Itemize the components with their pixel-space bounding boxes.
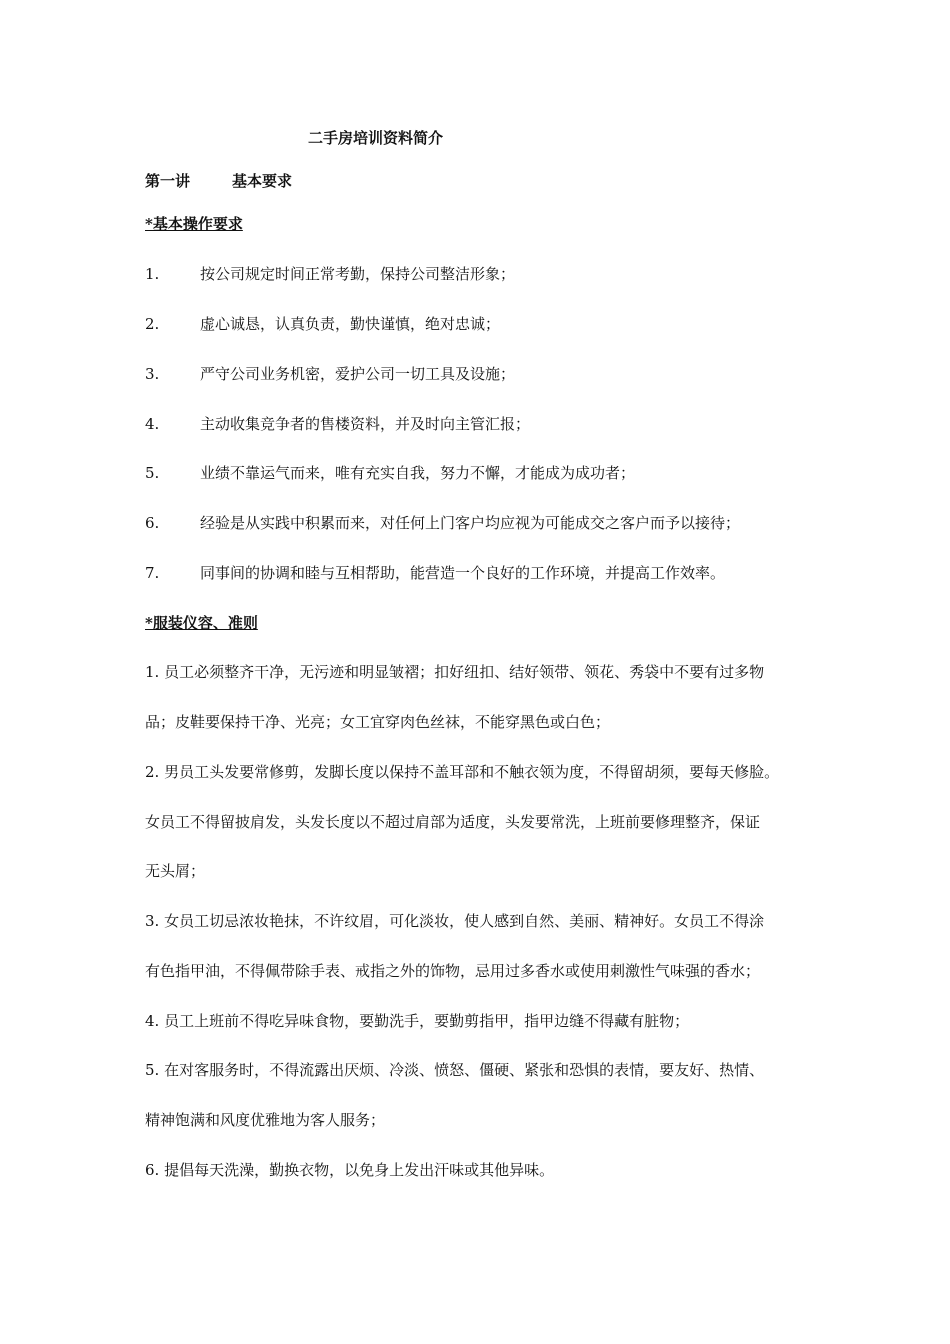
list-item-number: 5. — [145, 464, 160, 482]
list-item-text: 按公司规定时间正常考勤，保持公司整洁形象； — [200, 265, 516, 283]
list-item-number: 1. — [145, 265, 160, 283]
list-item-text: 业绩不靠运气而来，唯有充实自我，努力不懈，才能成为成功者； — [200, 464, 636, 482]
paragraph-line: 3. 女员工切忌浓妆艳抹，不许纹眉，可化淡妆，使人感到自然、美丽、精神好。女员工不得涂 — [145, 912, 765, 930]
list-item-number: 6. — [145, 514, 160, 532]
paragraph-line: 无头屑； — [145, 862, 206, 880]
list-item-number: 2. — [145, 315, 160, 333]
list-item-number: 4. — [145, 415, 160, 433]
paragraph-line: 有色指甲油，不得佩带除手表、戒指之外的饰物，忌用过多香水或使用刺激性气味强的香水； — [145, 962, 761, 980]
document-title: 二手房培训资料简介 — [308, 129, 444, 147]
section-heading-basic-operation: *基本操作要求 — [145, 215, 243, 233]
paragraph-line: 精神饱满和风度优雅地为客人服务； — [145, 1111, 386, 1129]
paragraph-line: 1. 员工必须整齐干净，无污迹和明显皱褶；扣好纽扣、结好领带、领花、秀袋中不要有过多物 — [145, 663, 765, 681]
paragraph-line: 品；皮鞋要保持干净、光亮；女工宜穿肉色丝袜，不能穿黑色或白色； — [145, 713, 611, 731]
list-item-text: 严守公司业务机密，爱护公司一切工具及设施； — [200, 365, 516, 383]
list-item-number: 3. — [145, 365, 160, 383]
paragraph-line: 女员工不得留披肩发，头发长度以不超过肩部为适度，头发要常洗，上班前要修理整齐，保证 — [145, 813, 761, 831]
paragraph-line: 5. 在对客服务时，不得流露出厌烦、冷淡、愤怒、僵硬、紧张和恐惧的表情，要友好、热情、 — [145, 1061, 765, 1079]
lecture-number: 第一讲 — [145, 172, 191, 190]
lecture-name: 基本要求 — [232, 172, 293, 190]
list-item-number: 7. — [145, 564, 160, 582]
section-heading-dress-code: *服装仪容、准则 — [145, 614, 258, 632]
paragraph-line: 6. 提倡每天洗澡，勤换衣物，以免身上发出汗味或其他异味。 — [145, 1161, 555, 1179]
paragraph-line: 2. 男员工头发要常修剪，发脚长度以保持不盖耳部和不触衣领为度，不得留胡须，要每天修脸。 — [145, 763, 780, 781]
paragraph-line: 4. 员工上班前不得吃异味食物，要勤洗手，要勤剪指甲，指甲边缝不得藏有脏物； — [145, 1012, 690, 1030]
list-item-text: 虚心诚恳，认真负责，勤快谨慎，绝对忠诚； — [200, 315, 501, 333]
list-item-text: 主动收集竞争者的售楼资料，并及时向主管汇报； — [200, 415, 531, 433]
list-item-text: 同事间的协调和睦与互相帮助，能营造一个良好的工作环境，并提高工作效率。 — [200, 564, 726, 582]
list-item-text: 经验是从实践中积累而来，对任何上门客户均应视为可能成交之客户而予以接待； — [200, 514, 741, 532]
